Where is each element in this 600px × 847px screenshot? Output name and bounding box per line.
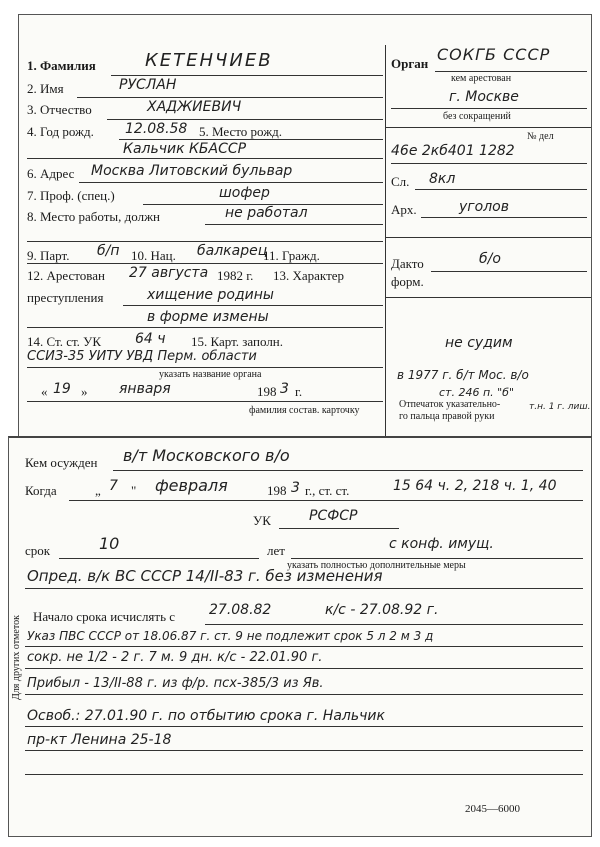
label-surname: 1. Фамилия (27, 58, 96, 73)
rule-line3 (25, 646, 583, 647)
label-years: лет (267, 543, 285, 558)
rule-line8 (25, 774, 583, 775)
value-term: 10 (99, 534, 120, 553)
label-birth: 4. Год рожд. (27, 124, 94, 139)
value-line1: Опред. в/к ВС СССР 14/II-83 г. без изменения (27, 567, 383, 585)
fingerprint-label-2: го пальца правой руки (399, 411, 495, 422)
label-arrested-year: 1982 г. (217, 268, 254, 283)
value-start-date: 27.08.82 (209, 602, 272, 618)
label-patronymic: 3. Отчество (27, 102, 92, 117)
organ-hint: указать название органа (159, 369, 262, 380)
value-extra: с конф. имущ. (389, 536, 494, 552)
value-name: РУСЛАН (119, 77, 177, 93)
rule-uk (279, 528, 399, 529)
rule-case (391, 163, 587, 164)
fingerprint-label-1: Отпечаток указательно- (399, 399, 501, 410)
label-card-year-g: г. (295, 384, 303, 399)
card-date-close-quote: » (81, 384, 88, 399)
rule-extra (291, 558, 583, 559)
value-court: в/т Московского в/о (123, 446, 290, 465)
label-name: 2. Имя (27, 81, 64, 96)
rule-birthplace (27, 158, 383, 159)
rule-address (79, 182, 383, 183)
label-year: 198 (267, 483, 287, 498)
note-not-convicted: не судим (445, 335, 513, 351)
value-city: г. Москве (449, 89, 519, 105)
no-abbrev-hint: без сокращений (443, 111, 511, 122)
rule-name (77, 97, 383, 98)
value-line5: Прибыл - 13/II-88 г. из ф/р. псх-385/3 из Яв. (27, 676, 324, 691)
form-number: 2045—6000 (465, 803, 520, 815)
rule-arch (421, 217, 587, 218)
rule-crime-1 (123, 305, 383, 306)
label-when: Когда (25, 483, 57, 498)
label-term-start: Начало срока исчислять с (33, 609, 176, 624)
label-dakto: Дакто (391, 256, 424, 271)
label-term: срок (25, 543, 51, 558)
label-party: 9. Парт. (27, 248, 70, 263)
value-month: февраля (155, 476, 228, 495)
label-convicted-by: Кем осужден (25, 455, 98, 470)
rule-term (59, 558, 259, 559)
rule-line1 (25, 588, 583, 589)
value-profession: шофер (219, 185, 270, 201)
value-year: 3 (291, 480, 300, 496)
rule-line4 (25, 668, 583, 669)
rule-organ-right (435, 71, 587, 72)
label-card-filled: 15. Карт. заполн. (191, 334, 284, 349)
value-day: 7 (109, 478, 118, 494)
value-organ-right: СОКГБ СССР (437, 45, 551, 64)
value-articles: 64 ч (135, 331, 166, 347)
rule-patronymic (107, 119, 383, 120)
value-line4: сокр. не 1/2 - 2 г. 7 м. 9 дн. к/с - 22.01.90 г. (27, 650, 323, 665)
right-divider-1 (385, 127, 591, 128)
label-crime-character: 13. Характер (273, 268, 345, 283)
sentence-card (8, 436, 592, 837)
column-divider (385, 45, 386, 437)
label-case: № дел (527, 131, 554, 142)
label-crime: преступления (27, 290, 104, 305)
label-arch: Арх. (391, 202, 417, 217)
rule-workplace-2 (27, 241, 383, 242)
extra-hint: указать полностью дополнительные меры (287, 560, 466, 571)
value-party: б/п (97, 243, 120, 259)
value-uk: РСФСР (309, 508, 358, 524)
value-arrest-date: 27 августа (129, 265, 209, 281)
value-start-extra: к/с - 27.08.92 г. (325, 602, 439, 618)
value-crime-1: хищение родины (147, 287, 274, 303)
label-citizenship: 11. Гражд. (263, 248, 320, 263)
label-profession: 7. Проф. (спец.) (27, 188, 115, 203)
rule-sl (415, 189, 587, 190)
right-divider-2 (385, 237, 591, 238)
rule-city (391, 108, 587, 109)
rule-organ (27, 367, 383, 368)
value-card-day: 19 (53, 381, 71, 397)
rule-line5 (25, 694, 583, 695)
value-birthplace: Кальчик КБАССР (123, 141, 247, 157)
card-date-open-quote: « (41, 384, 48, 399)
rule-dakto (431, 271, 587, 272)
value-line7: пр-кт Ленина 25-18 (27, 732, 172, 748)
value-line6: Освоб.: 27.01.90 г. по отбытию срока г. Нальчик (27, 708, 385, 724)
value-patronymic: ХАДЖИЕВИЧ (147, 99, 242, 115)
value-address: Москва Литовский бульвар (91, 163, 293, 179)
label-form: форм. (391, 274, 424, 289)
rule-birth (119, 139, 383, 140)
right-divider-3 (385, 297, 591, 298)
value-card-year: 3 (280, 381, 289, 397)
rule-line7 (25, 750, 583, 751)
value-dakto: б/о (479, 251, 501, 267)
label-sl: Сл. (391, 174, 410, 189)
value-organ: ССИЗ-35 УИТУ УВД Перм. области (27, 349, 257, 364)
when-open-quote: „ (95, 483, 101, 498)
note-print: т.н. 1 г. лиш. (529, 402, 591, 412)
label-workplace: 8. Место работы, должн (27, 209, 161, 224)
label-arrested: 12. Арестован (27, 268, 105, 283)
rule-crime-2 (27, 327, 383, 328)
label-organ: Орган (391, 56, 429, 71)
arrested-by-hint: кем арестован (451, 73, 512, 84)
side-label: Для других отметок (11, 615, 22, 700)
value-surname: КЕТЕНЧИЕВ (145, 50, 273, 71)
arrest-card (18, 14, 592, 438)
rule-card-date (27, 401, 383, 402)
value-workplace: не работал (225, 205, 308, 221)
label-card-year: 198 (257, 384, 277, 399)
when-close-quote: " (131, 483, 137, 498)
rule-court (113, 470, 583, 471)
label-articles: 14. Ст. ст. УК (27, 334, 102, 349)
note-article: ст. 246 п. "б" (439, 386, 515, 399)
value-card-month: января (119, 381, 171, 397)
value-articles-bottom: 15 64 ч. 2, 218 ч. 1, 40 (393, 478, 557, 494)
label-address: 6. Адрес (27, 166, 75, 181)
value-birth-date: 12.08.58 (125, 121, 188, 137)
rule-term-start (205, 624, 583, 625)
label-nationality: 10. Нац. (131, 248, 176, 263)
rule-line6 (25, 726, 583, 727)
value-line3: Указ ПВС СССР от 18.06.87 г. ст. 9 не подлежит срок 5 л 2 м 3 д (27, 629, 434, 643)
label-year-g: г., ст. ст. (305, 483, 350, 498)
rule-workplace (205, 224, 383, 225)
value-arch: уголов (459, 199, 509, 215)
rule-party (27, 263, 383, 264)
note-1977: в 1977 г. б/т Мос. в/о (397, 368, 529, 382)
value-sl: 8кл (429, 171, 456, 187)
value-nationality: балкарец (197, 243, 268, 259)
value-crime-2: в форме измены (147, 309, 269, 325)
rule-when (69, 500, 583, 501)
value-case: 46е 2кб401 1282 (391, 143, 515, 159)
label-uk: УК (253, 513, 271, 528)
label-birthplace: 5. Место рожд. (199, 124, 283, 139)
rule-surname (111, 75, 383, 76)
filler-hint: фамилия состав. карточку (249, 405, 360, 416)
